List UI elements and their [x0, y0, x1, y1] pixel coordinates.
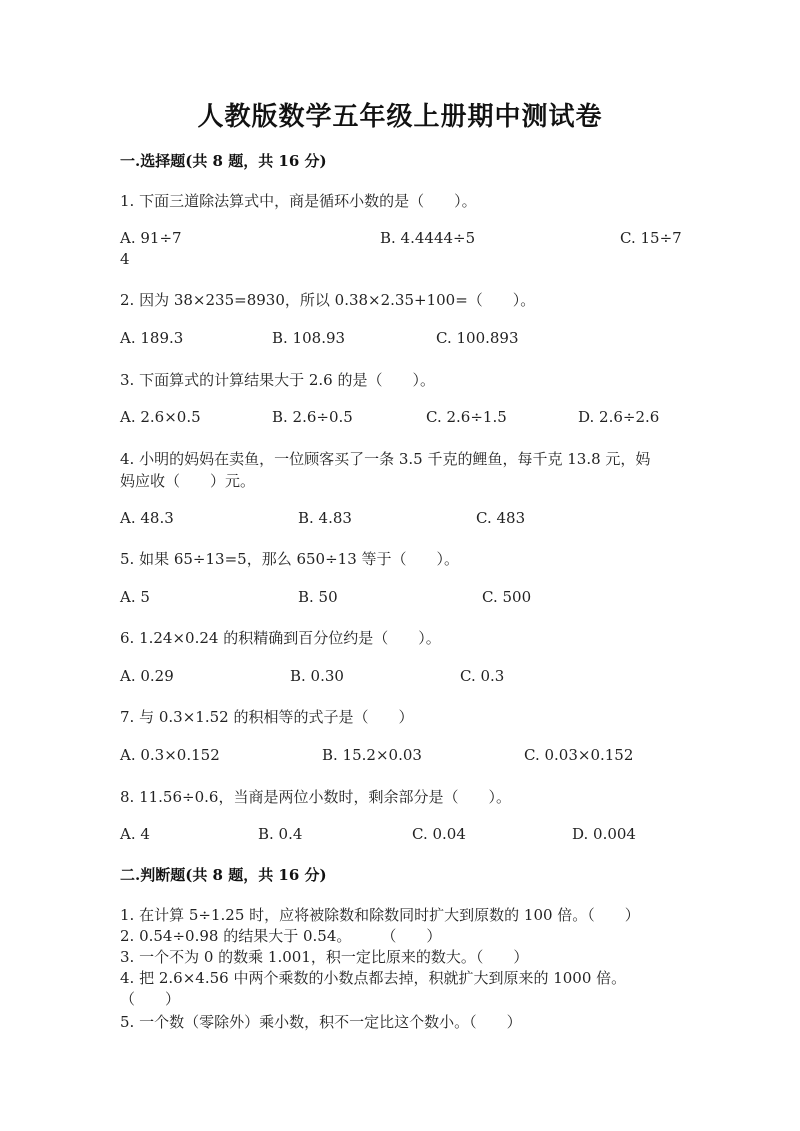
question-1-option-b: B. 4.4444÷5: [380, 229, 476, 247]
question-3: 3. 下面算式的计算结果大于 2.6 的是（ ）。: [120, 371, 435, 389]
question-5-option-a: A. 5: [120, 588, 150, 606]
section-heading-choice: 一.选择题(共 8 题，共 16 分): [120, 152, 327, 170]
question-7-option-c: C. 0.03×0.152: [524, 746, 634, 764]
question-3-option-a: A. 2.6×0.5: [120, 408, 201, 426]
question-5-option-c: C. 500: [482, 588, 532, 606]
question-8-option-c: C. 0.04: [412, 825, 466, 843]
judgment-item-3: 3. 一个不为 0 的数乘 1.001，积一定比原来的数大。（ ）: [120, 948, 529, 966]
question-1-option-c: C. 15÷7: [620, 229, 682, 247]
question-4-option-b: B. 4.83: [298, 509, 352, 527]
question-8: 8. 11.56÷0.6，当商是两位小数时，剩余部分是（ ）。: [120, 788, 511, 806]
question-2: 2. 因为 38×235=8930，所以 0.38×2.35+100=（ ）。: [120, 291, 536, 309]
question-4-option-c: C. 483: [476, 509, 526, 527]
section-heading-judgment: 二.判断题(共 8 题，共 16 分): [120, 866, 327, 884]
question-7-option-b: B. 15.2×0.03: [322, 746, 422, 764]
question-8-option-b: B. 0.4: [258, 825, 303, 843]
judgment-item-2: 2. 0.54÷0.98 的结果大于 0.54。 （ ）: [120, 927, 442, 945]
judgment-item-4-continued: （ ）: [120, 990, 181, 1008]
question-3-option-d: D. 2.6÷2.6: [578, 408, 660, 426]
page-title: 人教版数学五年级上册期中测试卷: [197, 102, 603, 132]
question-8-option-d: D. 0.004: [572, 825, 636, 843]
question-5-option-b: B. 50: [298, 588, 338, 606]
question-2-option-c: C. 100.893: [436, 329, 519, 347]
judgment-item-5: 5. 一个数（零除外）乘小数，积不一定比这个数小。（ ）: [120, 1013, 522, 1031]
question-3-option-b: B. 2.6÷0.5: [272, 408, 353, 426]
question-5: 5. 如果 65÷13=5，那么 650÷13 等于（ ）。: [120, 550, 460, 568]
question-7-option-a: A. 0.3×0.152: [120, 746, 220, 764]
question-4: 4. 小明的妈妈在卖鱼，一位顾客买了一条 3.5 千克的鲤鱼，每千克 13.8 元，妈: [120, 450, 651, 468]
question-4-continued: 妈应收（ ）元。: [120, 472, 256, 490]
judgment-item-4: 4. 把 2.6×4.56 中两个乘数的小数点都去掉，积就扩大到原来的 1000 倍。: [120, 969, 627, 987]
question-3-option-c: C. 2.6÷1.5: [426, 408, 507, 426]
question-6: 6. 1.24×0.24 的积精确到百分位约是（ ）。: [120, 629, 441, 647]
question-4-option-a: A. 48.3: [120, 509, 174, 527]
question-1: 1. 下面三道除法算式中，商是循环小数的是（ ）。: [120, 192, 477, 210]
question-7: 7. 与 0.3×1.52 的积相等的式子是（ ）: [120, 708, 414, 726]
question-6-option-c: C. 0.3: [460, 667, 505, 685]
question-2-option-a: A. 189.3: [120, 329, 184, 347]
question-6-option-b: B. 0.30: [290, 667, 344, 685]
question-1-option-wrap: 4: [120, 250, 130, 268]
question-8-option-a: A. 4: [120, 825, 150, 843]
question-6-option-a: A. 0.29: [120, 667, 174, 685]
question-2-option-b: B. 108.93: [272, 329, 346, 347]
question-1-option-a: A. 91÷7: [120, 229, 182, 247]
judgment-item-1: 1. 在计算 5÷1.25 时，应将被除数和除数同时扩大到原数的 100 倍。（ ）: [120, 906, 640, 924]
